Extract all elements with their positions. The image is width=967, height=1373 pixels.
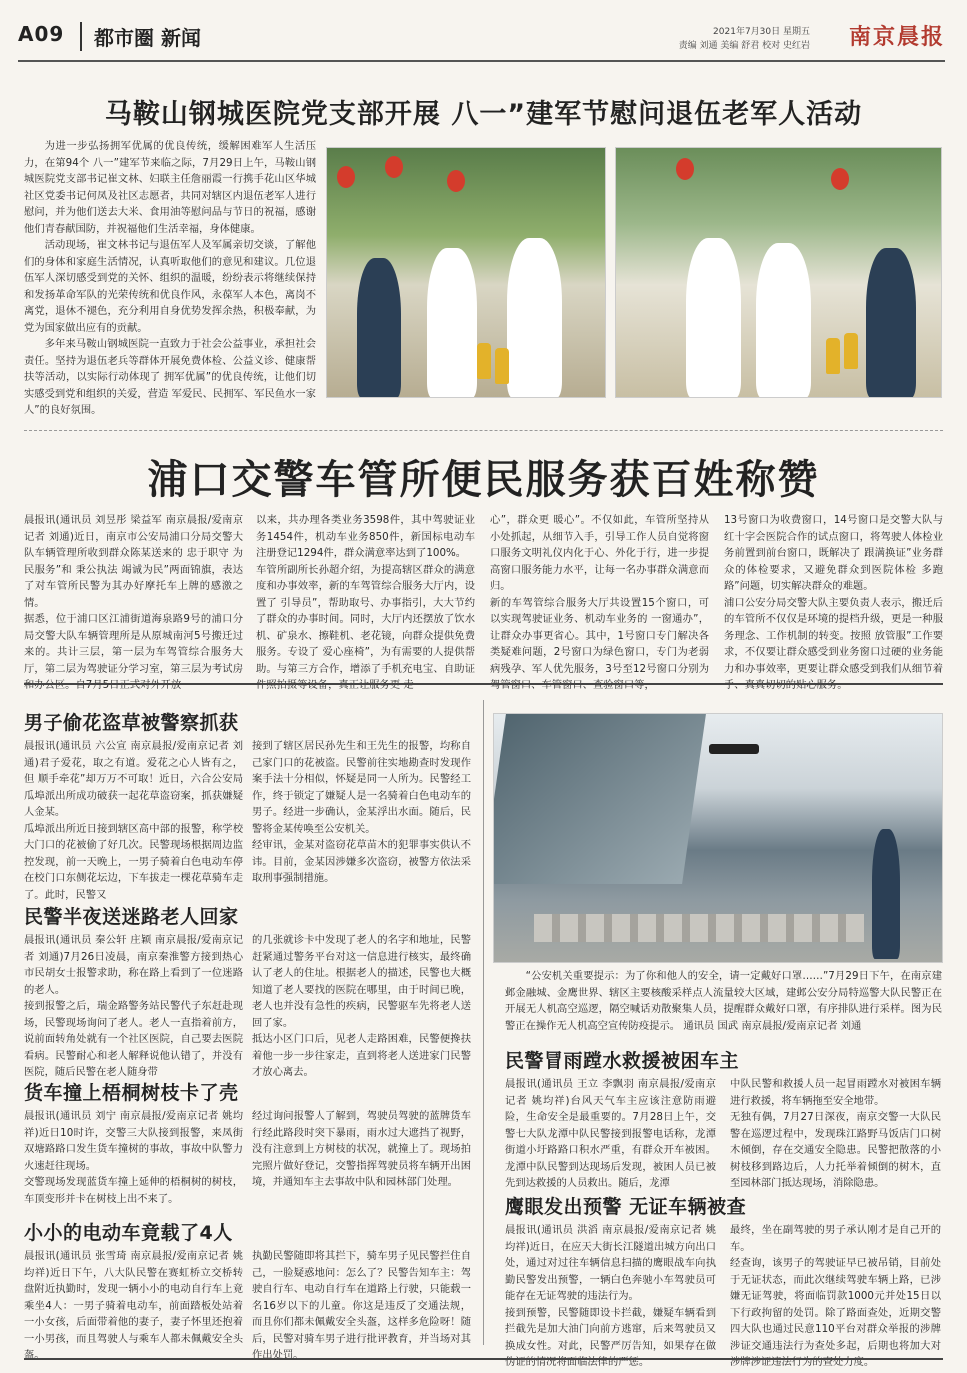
article1-headline: 马鞍山钢城医院党支部开展 八一”建军节慰问退伍老军人活动 — [104, 99, 863, 130]
lantern-icon — [385, 156, 403, 178]
oil-bottle-icon — [477, 343, 491, 379]
newspaper-logo: 南京晨报 — [848, 24, 945, 50]
article6-column-2: 执勤民警随即将其拦下，骑车男子见民警拦住自己，一脸疑惑地问：怎么了？民警告知车主：驾驶自行车、电动自行车在道路上行驶，只能载一名16岁以下的儿童。你这是违反了交通法规，而且你们都未佩戴安全头盔，这样多危险呀！随后，民警对骑车男子进行批评教育，并当场对其作出处罚。 — [252, 1250, 471, 1361]
veterans-photo-2 — [615, 147, 942, 398]
article4-column-1: 晨报讯(通讯员 秦公轩 庄颖 南京晨报/爱南京记者 刘通)7月26日凌晨，南京秦淮警方接到热心市民胡女士报警求助，称在路上看到了一位迷路的老人。 接到报警之后，瑞金路警务站民警代子东赶赴现场，民警现场询问了老人。老人一直指着前方，说前面转角处就有一个社区医院，自己要去医院看病。民警耐心和老人解释说他认错了，并没有医院，随后民警在老人随身带 — [24, 934, 243, 1078]
article5-headline: 货车撞上梧桐树枝卡了壳 — [24, 1082, 239, 1104]
lantern-icon — [447, 170, 465, 192]
section-title: 都市圈 新闻 — [80, 22, 201, 51]
drone-photo-caption: “公安机关重要提示：为了你和他人的安全，请一定戴好口罩……”7月29日下午，在南京建邺金融城、金鹰世界、辖区主要核酸采样点人流量较大区域，建邺公安分局特巡警大队民警正在开展无人机高空巡逻，隔空喊话劝散聚集人员，提醒群众戴好口罩，有序排队进行采样。图为民警正在操作无人机高空宣传防疫提示。 通讯员 国武 南京晨报/爱南京记者 刘通 — [505, 970, 942, 1032]
article2-column-1: 晨报讯(通讯员 刘昱彤 梁益军 南京晨报/爱南京记者 刘通)近日，南京市公安局浦口分局交警大队车辆管理所收到群众陈某送来的 忠于职守 为民服务”和 秉公执法 竭诚为民”两面锦旗，表达了对车管所民警为其办好摩托车上牌的感激之情。 据悉，位于浦口区江浦街道海泉路9号的浦口分局交警大队车辆管理所是从原城南河5号搬迁过来的。共计三层，第一层为车驾管综合服务大厅，第二层为驾驶证分学习室，第三层为考试房和办公区。自7月5日正式对外开放 — [24, 514, 243, 691]
article7-column-1: 晨报讯(通讯员 王立 李飘羽 南京晨报/爱南京记者 姚均祥)台风天气车主应该注意防雨避险，生命安全是最重要的。7月28日上午，交警七大队龙潭中队民警接到报警电话称，龙潭街道小圩路路口积水严重，有群众开车被困。龙潭中队民警到达现场后发现，被困人员已被先到达救援的人员救出。随后，龙潭 — [505, 1078, 716, 1189]
issue-date: 2021年7月30日 星期五 — [713, 27, 810, 37]
article3-headline: 男子偷花盗草被警察抓获 — [24, 712, 239, 734]
veterans-photo-1 — [326, 147, 606, 398]
article4-column-2: 的几张就诊卡中发现了老人的名字和地址，民警赶紧通过警务平台对这一信息进行核实，最终确认了老人的住址。根据老人的描述，民警也大概知道了老人要找的医院在哪里，由于时间已晚，老人也并没有急性的疾病，民警驱车先将老人送回了家。 抵达小区门口后，见老人走路困难，民警便搀扶着他一步一步往家走，直到将老人送进家门民警才放心离去。 — [252, 934, 471, 1078]
article2-headline: 浦口交警车管所便民服务获百姓称赞 — [147, 457, 820, 503]
drone-patrol-photo — [493, 713, 943, 963]
section-rule — [24, 683, 943, 685]
oil-bottle-icon — [844, 333, 858, 369]
article5-column-2: 经过询问报警人了解到，驾驶员驾驶的蓝牌货车行经此路段时突下暴雨，雨水过大遮挡了视野，没有注意到上方树枝的状况，就撞上了。现场拍完照片做好登记，交警指挥驾驶员将车辆开出困境，并通知车主去事故中队和园林部门处理。 — [252, 1110, 471, 1188]
article8-column-1: 晨报讯(通讯员 洪滔 南京晨报/爱南京记者 姚均祥)近日，在应天大街长江隧道出城方向出口处，通过对过往车辆信息扫描的鹰眼战车向执勤民警发出预警，一辆白色奔驰小车驾驶员可能存在无证驾驶的违法行为。 接到预警，民警随即设卡拦截，嫌疑车辆看到拦截先是加大油门向前方逃窜，后来驾驶员又换成女性。对此，民警严厉告知，如果存在做伪证的情况将面临法律的严惩。 — [505, 1224, 716, 1368]
page-bottom-rule — [24, 1358, 943, 1360]
article8-column-2: 最终，坐在副驾驶的男子承认刚才是自己开的车。 经查询，该男子的驾驶证早已被吊销，目前处于无证状态，而此次继续驾驶车辆上路，已涉嫌无证驾驶，将面临罚款1000元并处15日以下行政拘留的处罚。除了路面查处，近期交警四大队也通过民意110平台对群众举报的涉牌涉证交通违法行为查处多起，后期也将加大对涉牌涉证违法行为的查处力度。 — [730, 1224, 941, 1368]
article7-headline: 民警冒雨蹚水救援被困车主 — [505, 1050, 740, 1072]
veteran-figure — [357, 258, 401, 398]
volunteer-figure — [756, 243, 811, 398]
veteran-figure — [866, 248, 916, 398]
volunteer-figure — [507, 238, 562, 398]
column-divider — [483, 700, 484, 1345]
article1-paragraph: 活动现场，崔文林书记与退伍军人及军属亲切交谈，了解他们的身体和家庭生活情况，认真听取他们的意见和建议。几位退伍军人深切感受到党的关怀、组织的温暖，纷纷表示将继续保持和发扬革命军队的光荣传统和优良作风，永葆军人本色，离岗不离党，退休不褪色，充分利用自身优势发挥余热，积极奉献，为党为国家做出应有的贡献。 — [24, 239, 316, 334]
barrier-row — [534, 914, 864, 942]
volunteer-figure — [686, 238, 741, 398]
building-shape — [493, 714, 706, 884]
page-header — [18, 18, 945, 58]
oil-bottle-icon — [826, 338, 840, 374]
article3-column-2: 接到了辖区居民孙先生和王先生的报警，均称自己家门口的花被盗。民警前往实地勘查时发现作案手法十分相似，怀疑是同一人所为。民警经工作，终于锁定了嫌疑人是一名骑着白色电动车的男子。经进一步确认，金某浮出水面。随后，民警将金某传唤至公安机关。 经审讯，金某对盗窃花草苗木的犯罪事实供认不讳。目前，金某因涉嫌多次盗窃，被警方依法采取刑事强制措施。 — [252, 740, 471, 884]
article3-column-1: 晨报讯(通讯员 六公宣 南京晨报/爱南京记者 刘通)君子爱花，取之有道。爱花之心人皆有之，但 顺手牵花”却万万不可取！近日，六合公安局瓜埠派出所成功破获一起花草盗窃案，抓获嫌疑人金某。 瓜埠派出所近日接到辖区高中部的报警，称学校大门口的花被偷了好几次。民警现场根据周边监控发现，前一天晚上，一男子骑着白色电动车停在校门口东侧花坛边，下车拔走一棵花草骑车走了。此时，民警又 — [24, 740, 243, 901]
article5-column-1: 晨报讯(通讯员 刘宁 南京晨报/爱南京记者 姚均祥)近日10时许，交警三大队接到报警，来凤街双塘路路口发生货车撞树的事故，事故中队警力火速赶往现场。 交警现场发现蓝货车撞上延伸的梧桐树的树枝，车顶变形并卡在树枝上出不来了。 — [24, 1110, 243, 1205]
article8-headline: 鹰眼发出预警 无证车辆被查 — [505, 1196, 747, 1218]
lantern-icon — [831, 168, 849, 190]
page-number: A09 — [18, 22, 65, 46]
police-officer-figure — [872, 829, 900, 959]
header-rule — [18, 60, 945, 62]
article1-paragraph: 多年来马鞍山钢城医院一直致力于社会公益事业，承担社会责任。坚持为退伍老兵等群体开展免费体检、公益义诊、健康帮扶等活动，以实际行动体现了 拥军优属”的优良传统，让他们切实感受到党和组织的关爱，营造 军爱民、民拥军、军民鱼水一家人”的良好氛围。 — [24, 338, 316, 416]
volunteer-figure — [427, 248, 477, 398]
article6-headline: 小小的电动车竟载了4人 — [24, 1222, 233, 1244]
editor-credits: 责编 刘通 美编 舒君 校对 史红岩 — [678, 41, 810, 51]
article7-column-2: 中队民警和救援人员一起冒雨蹚水对被困车辆进行救援，将车辆拖至安全地带。 无独有偶，7月27日深夜，南京交警一大队民警在巡逻过程中，发现珠江路野马饭店门口树木倾倒，存在交通安全隐患。民警把散落的小树枝移到路边后，人力托举着倾倒的树木，直至园林部门抵达现场，消除隐患。 — [730, 1078, 941, 1189]
section-divider — [24, 430, 943, 431]
oil-bottle-icon — [495, 348, 509, 384]
lantern-icon — [337, 166, 355, 188]
lantern-icon — [676, 158, 694, 180]
article2-column-2: 以来，共办理各类业务3598件，其中驾驶证业务1454件，机动车业务850件，新国标电动车注册登记1294件，群众满意率达到了100%。 车管所副所长孙超介绍，为提高辖区群众的满意度和办事效率，新的车驾管综合服务大厅内，设置了 引导员”，帮助取号、办事指引，大大节约了群众的办事时间。同时，大厅内还摆放了饮水机、矿泉水、擦鞋机、老花镜，向群众提供免费服务。专设了 爱心座椅”，为有需要的人提供帮助。与第三方合作，增添了手机充电宝、自助证件照拍摄等设备，真正让服务更 走 — [256, 514, 475, 691]
article1-body — [24, 138, 316, 419]
article2-column-4: 13号窗口为收费窗口，14号窗口是交警大队与红十字会医院合作的试点窗口，将驾驶人体检业务前置到前台窗口，既解决了 跟满换证”业务群众的体检要求，又避免群众到医院体检 多跑路”问题，切实解决群众的难题。 浦口公安分局交警大队主要负责人表示，搬迁后的车管所不仅仅是环境的提档升级，更是一种服务理念、工作机制的转变。按照 放管服”工作要求，不仅要让群众感受到业务窗口过硬的业务能力和办事效率，更要让群众感受到我们从细节着手、真真切切的贴心服务。 — [724, 514, 943, 691]
article2-column-3: 心”，群众更 暖心”。不仅如此，车管所坚持从小处抓起，从细节入手，引导工作人员自觉将窗口服务文明礼仪内化于心、外化于行，进一步提高窗口服务能力水平，让每一名办事群众满意而归。 新的车驾管综合服务大厅共设置15个窗口，可以实现驾驶证业务、机动车业务的 一窗通办”，让群众办事更省心。其中，1号窗口专门解决各类疑难问题，2号窗口为绿色窗口，专门为老弱病残孕、军人优先服务，3号至12号窗口分别为驾管窗口、车管窗口、查验窗口等， — [490, 514, 709, 691]
article1-paragraph: 为进一步弘扬拥军优属的优良传统，缓解困难军人生活压力，在第94个 八一”建军节来临之际，7月29日上午，马鞍山钢城医院党支部书记崔文林、妇联主任詹丽霞一行携手花山区华城社区党委书记何凤及社区志愿者，共同对辖区内退伍老军人进行慰问，并为他们送去大米、食用油等慰问品与节日的祝福，感谢他们青春献国防，并祝福他们生活幸福，身体健康。 — [24, 140, 316, 235]
article4-headline: 民警半夜送迷路老人回家 — [24, 906, 239, 928]
article6-column-1: 晨报讯(通讯员 张雪琦 南京晨报/爱南京记者 姚均祥)近日下午，八大队民警在赛虹桥立交桥转盘附近执勤时，发现一辆小小的电动自行车上竟乘坐4人：一男子骑着电动车，前面踏板处站着一小女孩，后面带着他的妻子，妻子怀里还抱着一小男孩，而且驾驶人与乘车人都未佩戴安全头盔。 — [24, 1250, 243, 1361]
drone-icon — [709, 744, 759, 754]
